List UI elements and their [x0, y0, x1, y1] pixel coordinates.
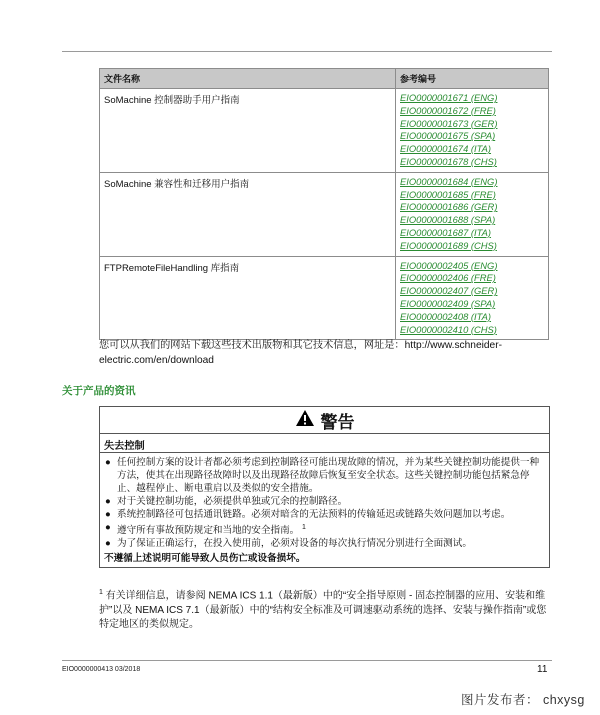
- table-row: [100, 172, 549, 256]
- ref-link[interactable]: EIO0000001689 (CHS): [400, 239, 497, 251]
- doc-name: FTPRemoteFileHandling 库指南: [100, 256, 396, 340]
- warning-title: 警告: [320, 412, 355, 432]
- footnote-mark: 1: [99, 589, 103, 596]
- footnote-text: 有关详细信息，请参阅 NEMA ICS 1.1（最新版）中的“安全指导原则 - 固态控制器的应用、安装和维护”以及 NEMA ICS 7.1（最新版）中的“结构安全标准及可调速驱动系统的选择、安装与操作指南”或您特定地区的类似规定。: [99, 590, 547, 631]
- warning-triangle-icon: [295, 409, 315, 432]
- doc-name: SoMachine 兼容性和迁移用户指南: [100, 172, 396, 256]
- bullet-icon: ●: [105, 496, 111, 507]
- watermark: 图片发布者： chxysg: [461, 693, 585, 707]
- ref-link[interactable]: EIO0000002406 (FRE): [400, 272, 496, 284]
- footnote-ref: 1: [301, 524, 306, 531]
- ref-link[interactable]: EIO0000002405 (ENG): [400, 259, 498, 271]
- ref-link[interactable]: EIO0000002408 (ITA): [400, 310, 492, 322]
- warning-final: 不遵循上述说明可能导致人员伤亡或设备损坏。: [104, 553, 306, 565]
- warning-item-text: 任何控制方案的设计者都必须考虑到控制路径可能出现故障的情况，并为某些关键控制功能提供一种方法，使其在出现路径故障时以及出现路径故障后恢复至安全状态。这些关键控制功能包括紧急停止、越程停止、断电重启以及类似的安全措施。: [117, 457, 540, 494]
- ref-link[interactable]: EIO0000001671 (ENG): [400, 92, 498, 103]
- ref-link[interactable]: EIO0000001687 (ITA): [400, 226, 492, 238]
- doc-refs: [396, 172, 549, 256]
- documents-table: [99, 68, 549, 340]
- table-row: [100, 89, 549, 173]
- bullet-icon: ●: [105, 522, 111, 533]
- ref-link[interactable]: EIO0000001672 (FRE): [400, 104, 496, 116]
- ref-link[interactable]: EIO0000001674 (ITA): [400, 143, 492, 155]
- column-header-ref: 参考编号: [396, 69, 549, 89]
- warning-item-text: 对于关键控制功能，必须提供单独或冗余的控制路径。: [117, 496, 348, 507]
- bullet-icon: ●: [105, 457, 111, 468]
- ref-link[interactable]: EIO0000002410 (CHS): [400, 323, 497, 335]
- list-item: [104, 521, 545, 537]
- ref-link[interactable]: EIO0000001688 (SPA): [400, 214, 496, 226]
- list-item: [104, 456, 545, 495]
- warning-item-text: 遵守所有事故预防规定和当地的安全指南。: [117, 525, 300, 537]
- warning-box: [99, 406, 550, 568]
- page-number: 11: [537, 664, 548, 675]
- warning-header: [100, 407, 549, 434]
- doc-refs: [396, 89, 549, 173]
- column-header-name: 文件名称: [100, 69, 396, 89]
- table-row: [100, 256, 549, 340]
- footer-doc-id: EIO0000000413 03/2018: [62, 666, 141, 673]
- download-paragraph: 您可以从我们的网站下载这些技术出版物和其它技术信息，网址是：http://www.schneider-electric.com/en/download: [99, 340, 503, 366]
- ref-link[interactable]: EIO0000001673 (GER): [400, 117, 498, 129]
- warning-item-text: 为了保证正确运行，在投入使用前，必须对设备的每次执行情况分别进行全面测试。: [117, 538, 472, 550]
- warning-item-text: 系统控制路径可包括通讯链路。必须对暗含的无法预料的传输延迟或链路失效问题加以考虑。: [117, 509, 511, 520]
- doc-refs: [396, 256, 549, 340]
- ref-link[interactable]: EIO0000001685 (FRE): [400, 188, 496, 200]
- footnote: [99, 586, 551, 633]
- ref-link[interactable]: EIO0000002407 (GER): [400, 285, 498, 297]
- warning-subtitle: 失去控制: [100, 434, 549, 453]
- warning-body: [100, 453, 549, 565]
- table-header-row: [100, 69, 549, 89]
- ref-link[interactable]: EIO0000001684 (ENG): [400, 175, 498, 187]
- list-item: [104, 495, 545, 508]
- ref-link[interactable]: EIO0000001686 (GER): [400, 201, 498, 213]
- top-rule: [62, 51, 552, 52]
- footer-rule: [62, 660, 552, 661]
- ref-link[interactable]: EIO0000002409 (SPA): [400, 297, 496, 309]
- bullet-icon: ●: [105, 509, 111, 520]
- list-item: [104, 508, 545, 521]
- bullet-icon: ●: [105, 538, 111, 550]
- section-title: 关于产品的资讯: [62, 385, 136, 397]
- ref-link[interactable]: EIO0000001678 (CHS): [400, 155, 497, 167]
- list-item: [104, 537, 545, 550]
- ref-link[interactable]: EIO0000001675 (SPA): [400, 130, 496, 142]
- doc-name: SoMachine 控制器助手用户指南: [100, 89, 396, 173]
